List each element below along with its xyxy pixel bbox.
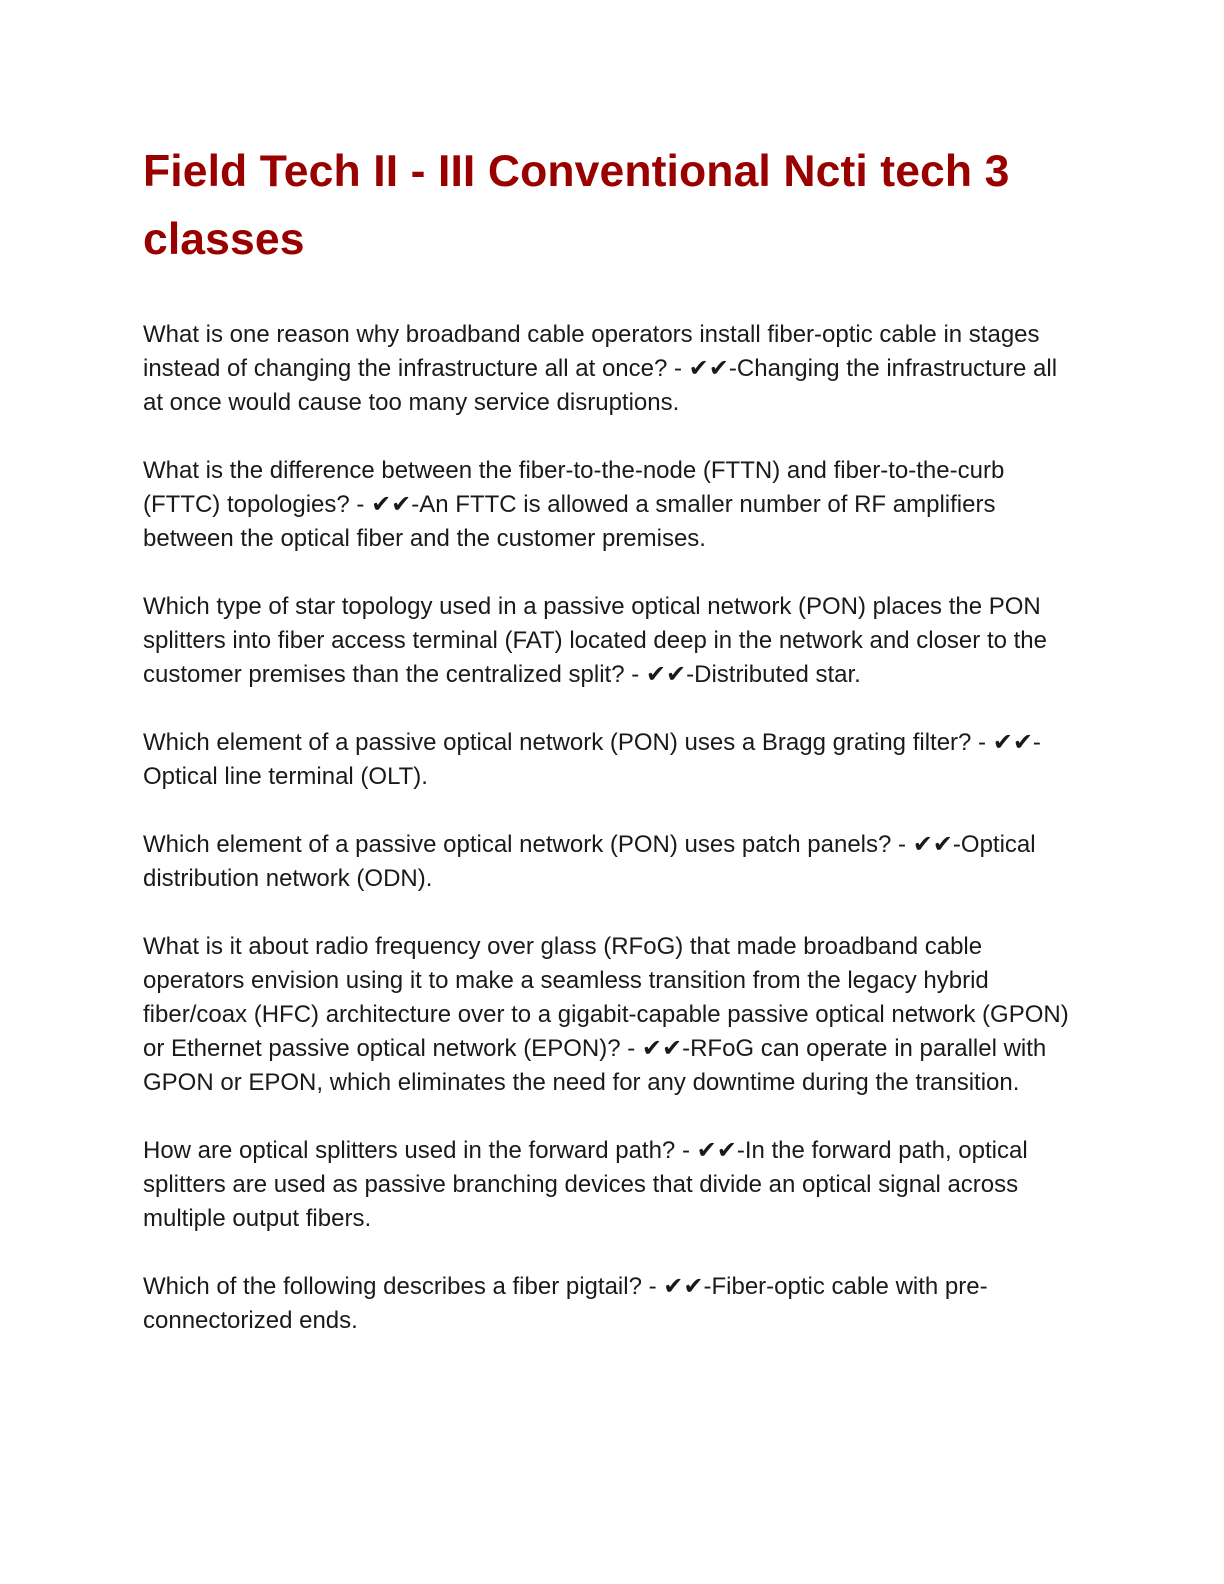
question-text: What is it about radio frequency over glass (RFoG) that made broadband cable operators envision using it to make a seamless transition from the legacy hybrid fiber/coax (HFC) architecture over to a gigabit-capable passive optical network (GPON) or Ethernet passive optical network (EPON)?: [143, 933, 1069, 1062]
question-text: Which of the following describes a fiber pigtail?: [143, 1273, 642, 1300]
answer-text: Fiber-optic cable with pre-connectorized ends.: [143, 1273, 988, 1334]
separator: -: [891, 831, 913, 858]
answer-text: RFoG can operate in parallel with GPON or EPON, which eliminates the need for any downtime during the transition.: [143, 1035, 1047, 1096]
question-text: What is the difference between the fiber-to-the-node (FTTN) and fiber-to-the-curb (FTTC) topologies?: [143, 457, 1005, 518]
question-text: How are optical splitters used in the forward path?: [143, 1137, 676, 1164]
answer-text: In the forward path, optical splitters are used as passive branching devices that divide an optical signal across multiple output fibers.: [143, 1137, 1028, 1232]
answer-text: An FTTC is allowed a smaller number of RF amplifiers between the optical fiber and the customer premises.: [143, 491, 996, 552]
check-icon: ✔✔-: [696, 1137, 745, 1164]
check-icon: ✔✔-: [992, 729, 1041, 756]
qa-item: [143, 930, 1083, 1100]
qa-item: [143, 454, 1083, 556]
qa-item: [143, 1270, 1083, 1338]
answer-text: Changing the infrastructure all at once would cause too many service disruptions.: [143, 355, 1058, 416]
answer-text: Optical line terminal (OLT).: [143, 763, 428, 790]
separator: -: [971, 729, 993, 756]
answer-text: Optical distribution network (ODN).: [143, 831, 1036, 892]
separator: -: [620, 1035, 642, 1062]
check-icon: ✔✔-: [371, 491, 420, 518]
question-text: What is one reason why broadband cable operators install fiber-optic cable in stages instead of changing the infrastructure all at once?: [143, 321, 1040, 382]
qa-item: [143, 1134, 1083, 1236]
qa-item: [143, 318, 1083, 420]
check-icon: ✔✔-: [641, 1035, 691, 1062]
answer-text: Distributed star.: [694, 661, 861, 688]
separator: -: [667, 355, 689, 382]
question-text: Which element of a passive optical network (PON) uses patch panels?: [143, 831, 892, 858]
question-text: Which element of a passive optical network (PON) uses a Bragg grating filter?: [143, 729, 972, 756]
separator: -: [624, 661, 646, 688]
separator: -: [641, 1273, 664, 1300]
qa-item: [143, 828, 1083, 896]
check-icon: ✔✔-: [663, 1273, 712, 1300]
check-icon: ✔✔-: [688, 355, 737, 382]
qa-item: [143, 590, 1083, 692]
document-title: Field Tech II - III Conventional Ncti tech 3 classes: [143, 147, 1010, 264]
document-page: [143, 138, 1083, 1372]
separator: -: [349, 491, 372, 518]
question-text: Which type of star topology used in a passive optical network (PON) places the PON splitters into fiber access terminal (FAT) located deep in the network and closer to the customer premises than the centralized split?: [143, 593, 1047, 688]
separator: -: [675, 1137, 697, 1164]
qa-item: [143, 726, 1083, 794]
check-icon: ✔✔-: [645, 661, 695, 688]
check-icon: ✔✔-: [912, 831, 961, 858]
